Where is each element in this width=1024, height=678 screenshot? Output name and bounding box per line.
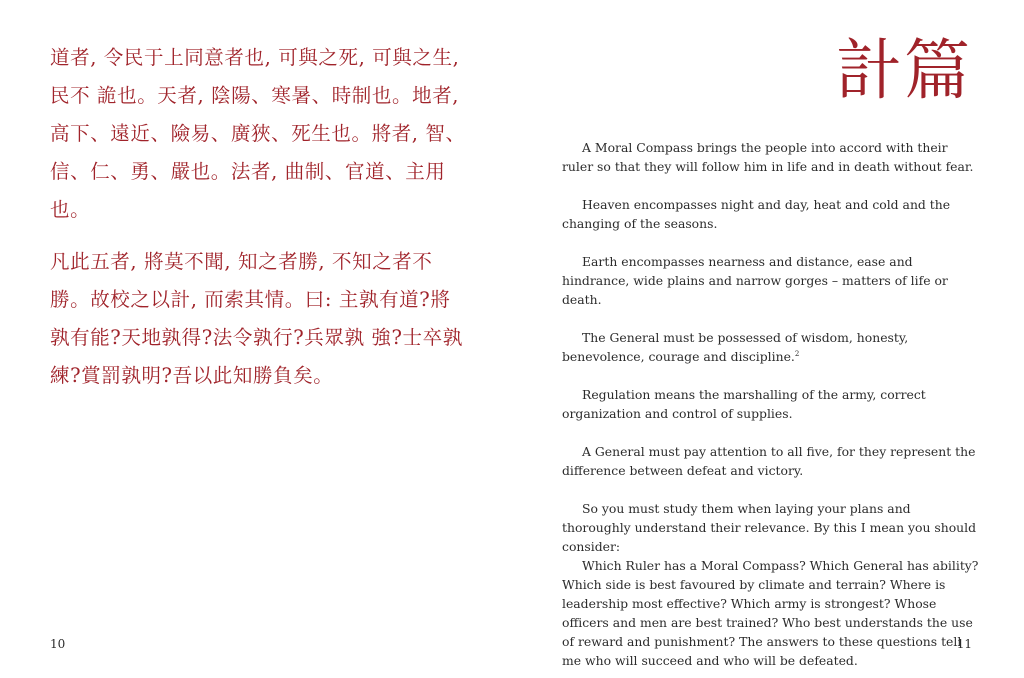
questions-rest: Which side is best favoured by climate and terrain? Where is leadership most effective? Which army is strongest? Whose officers and men are best trained? Who best understands the use of reward and punishment? The answers to these questions tell me who will succeed and who will be defeated. — [562, 577, 973, 668]
english-paragraph-2: Heaven encompasses night and day, heat and cold and the changing of the seasons. — [562, 197, 951, 231]
english-paragraph-7: So you must study them when laying your plans and thoroughly understand their relevance. By this I mean you should consider: — [562, 501, 977, 554]
right-page — [512, 0, 1024, 678]
chapter-title: 計篇 — [836, 32, 972, 109]
chinese-paragraph-1 — [50, 39, 470, 229]
page-number-right: 11 — [956, 637, 972, 651]
english-paragraph-4 — [562, 328, 982, 366]
page-number-left: 10 — [50, 637, 66, 651]
english-paragraph-1: A Moral Compass brings the people into accord with their ruler so that they will follow him in life and in death without fear. — [562, 140, 974, 174]
questions-first-line: Which Ruler has a Moral Compass? Which General has ability? — [582, 558, 979, 573]
english-text — [562, 138, 982, 670]
english-paragraph-4-text: The General must be possessed of wisdom, honesty, benevolence, courage and discipline. — [562, 330, 909, 364]
footnote-marker: 2 — [794, 349, 800, 358]
english-paragraph-3: Earth encompasses nearness and distance, ease and hindrance, wide plains and narrow gorges – matters of life or death. — [562, 254, 948, 307]
chinese-paragraph-1-text: 道者, 令民于上同意者也, 可與之死, 可與之生, 民不 詭也。天者, 陰陽、寒暑、時制也。地者, 高下、遠近、險易、廣狹、死生也。將者, 智、信、仁、勇、嚴也。法者, 曲制、官道、主用也。 — [50, 46, 466, 221]
chinese-paragraph-2-text: 凡此五者, 將莫不聞, 知之者勝, 不知之者不勝。故校之以計, 而索其情。曰: 主孰有道?將孰有能?天地孰得?法令孰行?兵眾孰 強?士卒孰練?賞罰孰明?吾以此知勝負矣。 — [50, 250, 463, 387]
english-paragraph-5: Regulation means the marshalling of the army, correct organization and control of supplies. — [562, 387, 926, 421]
english-paragraph-6: A General must pay attention to all five, for they represent the difference between defeat and victory. — [562, 444, 976, 478]
chinese-paragraph-2 — [50, 243, 470, 395]
